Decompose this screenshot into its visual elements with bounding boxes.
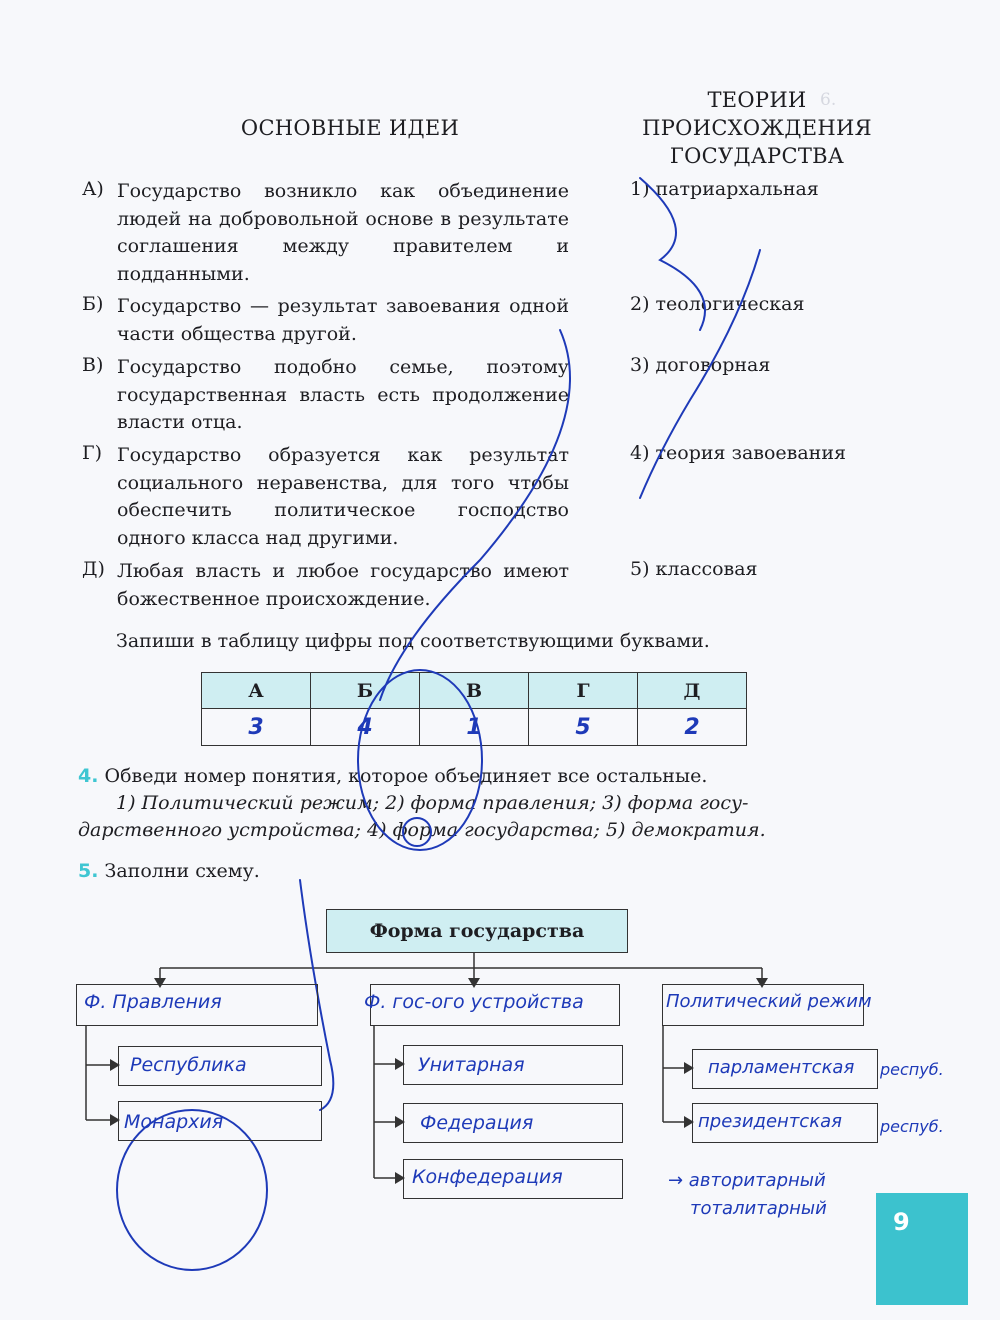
task4-number: 4. (78, 765, 99, 787)
answer-value-a[interactable]: 3 (202, 709, 311, 746)
theories-title-line3: ГОСУДАРСТВА (669, 144, 845, 168)
scheme-col3-extra-1: → авторитарный (668, 1170, 826, 1191)
idea-text-g: Государство образуется как результат социального неравенства, для того чтобы обеспечить политическое господство одного класса над другими. (117, 444, 569, 549)
scheme-col3-extra-2: тоталитарный (690, 1198, 827, 1219)
idea-letter-v: В) (82, 354, 104, 376)
theory-4: 4) теория завоевания (630, 442, 846, 464)
scheme-col3-head: Политический режим (666, 991, 872, 1012)
scheme-col2-head: Ф. гос-ого устройства (364, 991, 584, 1013)
task5-number: 5. (78, 860, 99, 882)
page-number-tab (876, 1193, 968, 1305)
idea-text-d: Любая власть и любое государство имеют божественное происхождение. (117, 560, 569, 610)
theories-title (622, 86, 892, 170)
bleed-through-text: 6. (820, 90, 837, 110)
answer-table-value-row (202, 709, 747, 746)
answer-table-header-row (202, 673, 747, 709)
scheme-col2-item3: Конфедерация (412, 1166, 563, 1188)
task4-prompt: Обведи номер понятия, которое объединяет все остальные. (104, 765, 708, 787)
task4-options-line2: дарственного устройства; 4) форма государства; 5) демократия. (78, 819, 766, 841)
scheme-col2-item1: Унитарная (418, 1054, 525, 1076)
theory-3: 3) договорная (630, 354, 771, 376)
task5-prompt: Заполни схему. (104, 860, 260, 882)
idea-text-a: Государство возникло как объединение людей на добровольной основе в результате соглашения между правителем и подданными. (117, 180, 569, 285)
answer-header-v: В (420, 673, 529, 709)
idea-letter-g: Г) (82, 442, 102, 464)
answer-value-g[interactable]: 5 (529, 709, 638, 746)
scheme-col3-item2: президентская (698, 1111, 842, 1132)
answer-value-d[interactable]: 2 (638, 709, 747, 746)
idea-text-b: Государство — результат завоевания одной части общества другой. (117, 295, 569, 345)
scheme-root-box: Форма государства (326, 909, 628, 953)
theory-1: 1) патриархальная (630, 178, 819, 200)
answer-header-d: Д (638, 673, 747, 709)
ideas-title: ОСНОВНЫЕ ИДЕИ (240, 116, 460, 140)
scheme-col3-item2-suffix: респуб. (880, 1117, 944, 1136)
answer-header-a: А (202, 673, 311, 709)
idea-text-v: Государство подобно семье, поэтому государственная власть есть продолжение власти отца. (117, 356, 569, 433)
idea-letter-b: Б) (82, 293, 104, 315)
answer-value-v[interactable]: 1 (420, 709, 529, 746)
task4-options-line1: 1) Политический режим; 2) форма правления; 3) форма госу- (116, 792, 749, 814)
task4-prompt-line (78, 765, 707, 787)
idea-letter-d: Д) (82, 558, 105, 580)
scheme-col2-item2: Федерация (420, 1112, 534, 1134)
answer-header-g: Г (529, 673, 638, 709)
scheme-col1-item1: Республика (130, 1054, 247, 1076)
table-instruction: Запиши в таблицу цифры под соответствующими буквами. (116, 630, 710, 652)
theories-title-line1: ТЕОРИИ (707, 88, 807, 112)
scheme-col1-item2: Монархия (124, 1111, 224, 1133)
scheme-col3-item1-suffix: респуб. (880, 1060, 944, 1079)
theories-title-line2: ПРОИСХОЖДЕНИЯ (642, 116, 872, 140)
answer-header-b: Б (311, 673, 420, 709)
theory-2: 2) теологическая (630, 293, 805, 315)
theory-5: 5) классовая (630, 558, 758, 580)
task5-prompt-line (78, 860, 260, 882)
page-number: 9 (893, 1208, 910, 1236)
answer-value-b[interactable]: 4 (311, 709, 420, 746)
scheme-col3-item1: парламентская (708, 1057, 855, 1078)
idea-letter-a: А) (82, 178, 104, 200)
scheme-col1-head: Ф. Правления (84, 991, 222, 1013)
answer-table (201, 672, 747, 746)
